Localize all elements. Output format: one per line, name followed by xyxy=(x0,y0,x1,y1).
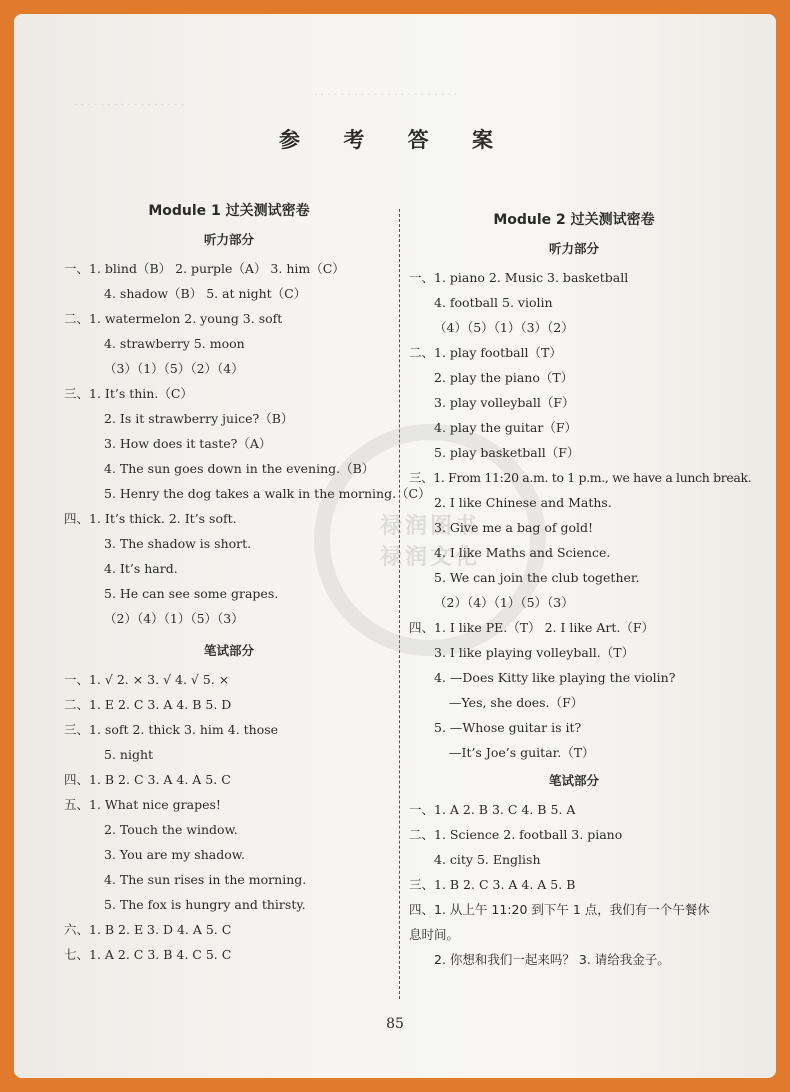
answer-line: 4. football 5. violin xyxy=(434,295,553,310)
answer-line: 5. Henry the dog takes a walk in the morning.（C） xyxy=(104,486,431,501)
answer-line: 二、1. Science 2. football 3. piano xyxy=(409,827,623,842)
answer-line: 4. The sun goes down in the evening.（B） xyxy=(104,461,375,476)
module-1-title: Module 1 过关测试密卷 xyxy=(148,203,310,219)
answer-line: （2）（4）（1）（5）（3） xyxy=(434,595,574,610)
answer-line: 五、1. What nice grapes! xyxy=(64,797,221,812)
page-title: 参 考 答 案 xyxy=(279,127,511,152)
module-2-listening-head: 听力部分 xyxy=(548,241,599,256)
answer-line: 三、1. B 2. C 3. A 4. A 5. B xyxy=(409,877,576,892)
page-number: 85 xyxy=(386,1016,404,1032)
answer-line: 2. 你想和我们一起来吗？ 3. 请给我金子。 xyxy=(434,952,670,967)
answer-line: 三、1. From 11:20 a.m. to 1 p.m., we have a lunch break. xyxy=(409,470,752,485)
answer-line: 六、1. B 2. E 3. D 4. A 5. C xyxy=(64,922,232,937)
answer-line: 3. Give me a bag of gold! xyxy=(434,520,594,535)
answer-line: 3. play volleyball（F） xyxy=(434,395,575,410)
answer-line: 4. city 5. English xyxy=(434,852,541,867)
answer-line: 四、1. 从上午 11:20 到下午 1 点，我们有一个午餐休 xyxy=(409,902,710,917)
answer-line: （3）（1）（5）（2）（4） xyxy=(104,361,244,376)
answer-line: 5. night xyxy=(104,747,154,762)
module-1-writing-head: 笔试部分 xyxy=(203,643,254,658)
answer-line: 一、1. piano 2. Music 3. basketball xyxy=(409,270,629,285)
answer-line: 3. How does it taste?（A） xyxy=(104,436,272,451)
answer-line: 4. shadow（B） 5. at night（C） xyxy=(104,286,307,301)
bleed-through-text: · · · · · · · · · · · · · · · · · · · · · · xyxy=(314,89,458,101)
page-frame xyxy=(14,14,776,1078)
answer-line: 四、1. B 2. C 3. A 4. A 5. C xyxy=(64,772,231,787)
answer-line: 4. —Does Kitty like playing the violin? xyxy=(434,670,676,685)
answer-line: 4. I like Maths and Science. xyxy=(434,545,611,560)
answer-line: 2. I like Chinese and Maths. xyxy=(434,495,612,510)
answer-line: 一、1. √ 2. × 3. √ 4. √ 5. × xyxy=(64,672,230,687)
answer-line: （2）（4）（1）（5）（3） xyxy=(104,611,244,626)
answer-line: 5. He can see some grapes. xyxy=(104,586,279,601)
answer-line: 4. play the guitar（F） xyxy=(434,420,578,435)
answer-line: 一、1. A 2. B 3. C 4. B 5. A xyxy=(409,802,576,817)
bleed-through-text: · · · · · · · · · · · · · · · · · xyxy=(74,99,185,111)
answer-line: 4. The sun rises in the morning. xyxy=(104,872,307,887)
module-1-listening-head: 听力部分 xyxy=(203,232,254,247)
answer-line: 息时间。 xyxy=(409,927,460,942)
answer-line: 4. strawberry 5. moon xyxy=(104,336,245,351)
answer-line: 二、1. E 2. C 3. A 4. B 5. D xyxy=(64,697,232,712)
answer-line: 5. The fox is hungry and thirsty. xyxy=(104,897,306,912)
answer-line: 七、1. A 2. C 3. B 4. C 5. C xyxy=(64,947,232,962)
watermark-text-2: 禄润文化 xyxy=(379,545,480,570)
answer-line: 二、1. play football（T） xyxy=(409,345,562,360)
answer-page xyxy=(14,14,776,1078)
answer-line: 三、1. soft 2. thick 3. him 4. those xyxy=(64,722,279,737)
answer-line: 3. You are my shadow. xyxy=(104,847,245,862)
answer-line: 一、1. blind（B） 2. purple（A） 3. him（C） xyxy=(64,261,345,276)
module-2-column xyxy=(409,209,752,972)
watermark-text-1: 禄润图书 xyxy=(379,514,480,539)
answer-line: 2. Touch the window. xyxy=(104,822,238,837)
answer-line: —It’s Joe’s guitar.（T） xyxy=(449,745,595,760)
answer-line: 四、1. I like PE.（T） 2. I like Art.（F） xyxy=(409,620,654,635)
answer-line: 3. I like playing volleyball.（T） xyxy=(434,645,635,660)
answer-line: 4. It’s hard. xyxy=(104,561,178,576)
answer-line: 四、1. It’s thick. 2. It’s soft. xyxy=(64,511,237,526)
answer-line: 3. The shadow is short. xyxy=(104,536,252,551)
answer-line: 二、1. watermelon 2. young 3. soft xyxy=(64,311,283,326)
module-2-title: Module 2 过关测试密卷 xyxy=(493,212,655,228)
answer-line: 2. play the piano（T） xyxy=(434,370,574,385)
module-2-writing-head: 笔试部分 xyxy=(548,773,599,788)
answer-line: —Yes, she does.（F） xyxy=(449,695,584,710)
answer-line: 5. We can join the club together. xyxy=(434,570,640,585)
answer-line: 2. Is it strawberry juice?（B） xyxy=(104,411,294,426)
answer-line: 5. play basketball（F） xyxy=(434,445,580,460)
answer-line: 5. —Whose guitar is it? xyxy=(434,720,582,735)
answer-line: （4）（5）（1）（3）（2） xyxy=(434,320,574,335)
answer-line: 三、1. It’s thin.（C） xyxy=(64,386,193,401)
